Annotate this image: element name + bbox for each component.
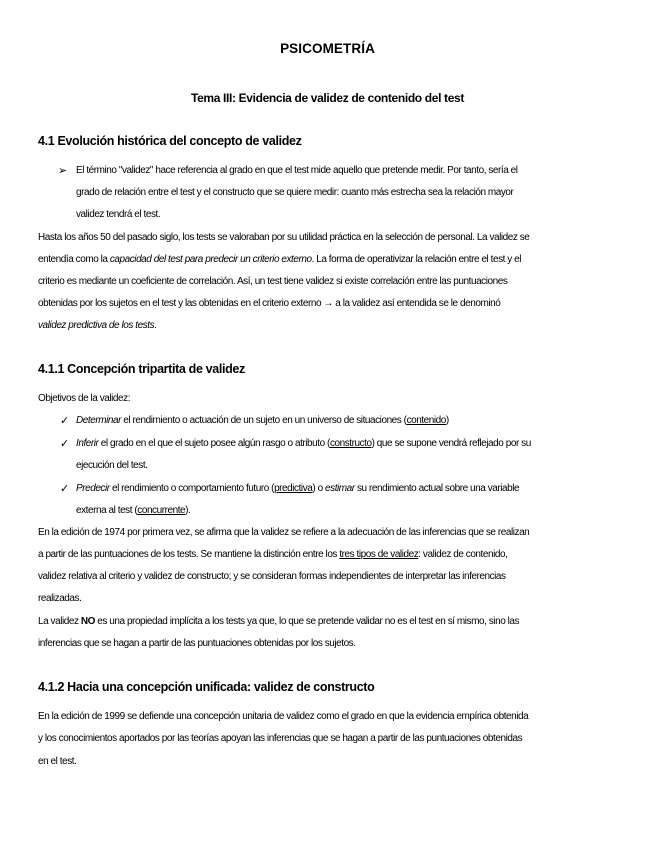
paragraph-line: En la edición de 1999 se defiende una concepción unitaria de validez como el grado en que la evidencia empírica obtenida: [38, 711, 529, 722]
check-item-line: externa al test (concurrente).: [76, 505, 191, 516]
paragraph-line: realizadas.: [38, 593, 82, 604]
paragraph-line: criterio es mediante un coeficiente de correlación. Así, un test tiene validez si existe correlación entre las puntuaciones: [38, 276, 508, 287]
section-heading-4-1: 4.1 Evolución histórica del concepto de validez: [38, 134, 302, 148]
check-item: Inferir el grado en el que el sujeto posee algún rasgo o atributo (constructo) que se supone vendrá reflejado por su: [76, 438, 531, 449]
paragraph-line: validez relativa al criterio y validez de constructo; y se consideran formas independientes de interpretar las inferencias: [38, 571, 506, 582]
paragraph-line: En la edición de 1974 por primera vez, se afirma que la validez se refiere a la adecuación de las inferencias que se realizan: [38, 527, 530, 538]
bullet-line: El término "validez" hace referencia al grado en que el test mide aquello que pretende medir. Por tanto, sería el: [76, 165, 518, 176]
section-heading-4-1-1: 4.1.1 Concepción tripartita de validez: [38, 362, 245, 376]
paragraph-line: a partir de las puntuaciones de los tests. Se mantiene la distinción entre los tres tipos de validez: validez de contenido,: [38, 549, 508, 560]
paragraph-line: Objetivos de la validez:: [38, 393, 131, 404]
check-item: Determinar el rendimiento o actuación de un sujeto en un universo de situaciones (contenido): [76, 415, 449, 426]
paragraph-line: y los conocimientos aportados por las teorías apoyan las inferencias que se hagan a partir de las puntuaciones obtenidas: [38, 733, 523, 744]
topic-subtitle: Tema III: Evidencia de validez de contenido del test: [191, 91, 464, 105]
paragraph-line: validez predictiva de los tests.: [38, 320, 157, 331]
check-item-line: ejecución del test.: [76, 460, 148, 471]
paragraph-line: Hasta los años 50 del pasado siglo, los tests se valoraban por su utilidad práctica en la selección de personal. La validez se: [38, 232, 530, 243]
page-title: PSICOMETRÍA: [280, 41, 375, 56]
bullet-line: validez tendrá el test.: [76, 209, 161, 220]
section-heading-4-1-2: 4.1.2 Hacia una concepción unificada: validez de constructo: [38, 680, 375, 694]
checkmark-icon: ✓: [60, 483, 70, 495]
paragraph-line: La validez NO es una propiedad implícita a los tests ya que, lo que se pretende validar no es el test en sí mismo, sino las: [38, 616, 520, 627]
arrowhead-bullet-icon: ➢: [58, 165, 68, 177]
bullet-line: grado de relación entre el test y el constructo que se quiere medir: cuanto más estrecha sea la relación mayor: [76, 187, 514, 198]
paragraph-line: obtenidas por los sujetos en el test y las obtenidas en el criterio externo → a la validez así entendida se le denominó: [38, 298, 501, 309]
checkmark-icon: ✓: [60, 438, 70, 450]
checkmark-icon: ✓: [60, 415, 70, 427]
check-item: Predecir el rendimiento o comportamiento futuro (predictiva) o estimar su rendimiento actual sobre una variable: [76, 483, 520, 494]
paragraph-line: en el test.: [38, 756, 77, 767]
paragraph-line: entendía como la capacidad del test para predecir un criterio externo. La forma de operativizar la relación entre el test y el: [38, 254, 522, 265]
paragraph-line: inferencias que se hagan a partir de las puntuaciones obtenidas por los sujetos.: [38, 638, 356, 649]
